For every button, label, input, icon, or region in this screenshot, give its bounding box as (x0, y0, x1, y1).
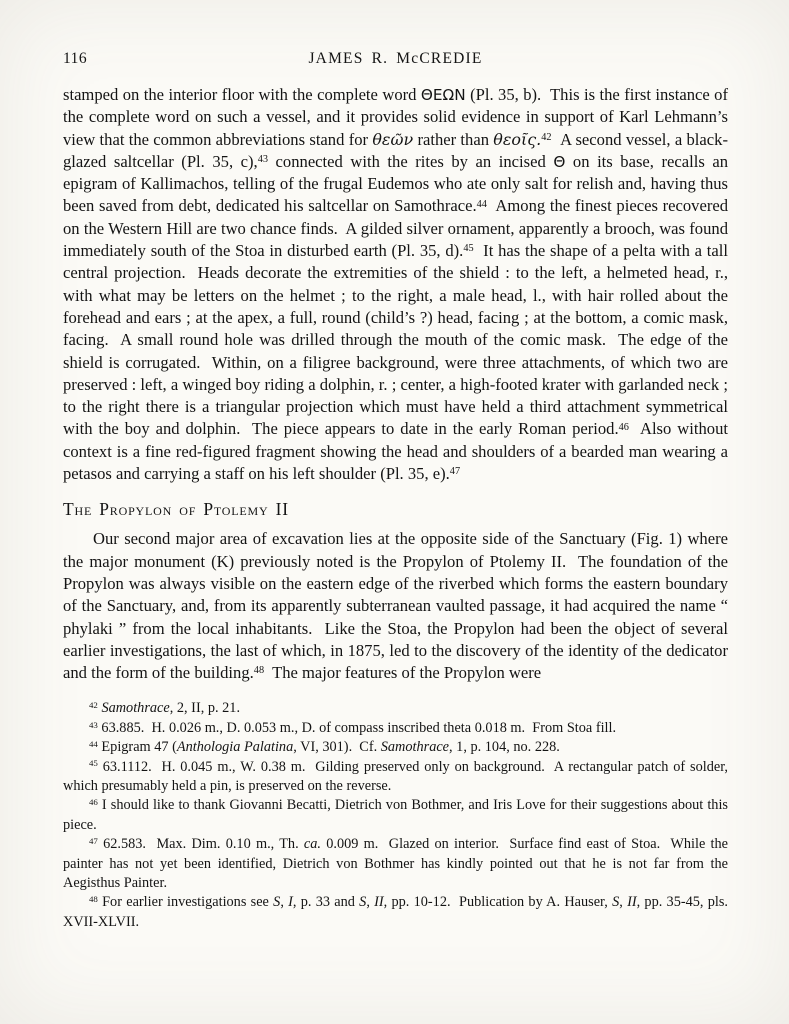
running-header (63, 50, 728, 68)
section-heading: The Propylon of Ptolemy II (63, 499, 289, 520)
page-content (63, 84, 733, 932)
footnote-45: $^{45}$ 63.1112. H. 0.045 m., W. 0.38 m. Gilding preserved only on background. A rectangular patch of solder, which presumably held a pin, is preserved on the reverse. (63, 758, 732, 795)
page-number: 116 (63, 50, 88, 67)
footnote-44: $^{44}$ Epigram 47 (Anthologia Palatina, VI, 301). Cf. Samothrace, 1, p. 104, no. 228. (89, 738, 560, 756)
footnote-48: $^{48}$ For earlier investigations see S, I, p. 33 and S, II, pp. 10-12. Publication by A. Hauser, S, II, pp. 35-45, pls. XVII-XLVII. (63, 894, 732, 930)
footnote-47: $^{47}$ 62.583. Max. Dim. 0.10 m., Th. ca. 0.009 m. Glazed on interior. Surface find east of Stoa. While the painter has not yet been identified, Dietrich von Bothmer has kindly pointed out that he is not far from the Aegisthus Painter. (63, 836, 732, 892)
paragraph-continuation: stamped on the interior floor with the complete word ΘΕΩΝ (Pl. 35, b). This is the first instance of the complete word on such a vessel, and it provides solid evidence in support of Karl Lehmann’s view that the common abbreviations stand for θεῶν rather than θεοῖς.$^{42}$ A second vessel, a black-glazed saltcellar (Pl. 35, c),$^{43}$ connected with the rites by an incised Θ on its base, recalls an epigram of Kallimachos, telling of the frugal Eudemos who ate only salt for relish and, having thus been saved from debt, dedicated his saltcellar on Samothrace.$^{44}$ Among the finest pieces recovered on the Western Hill are two chance finds. A gilded silver ornament, apparently a brooch, was found immediately south of the Stoa in disturbed earth (Pl. 35, d).$^{45}$ It has the shape of a pelta with a tall central projection. Heads decorate the extremities of the shield : to the left, a helmeted head, r., with what may be letters on the helmet ; to the right, a male head, l., with hair rolled about the forehead and ears ; at the apex, a full, round (child’s ?) head, facing ; at the bottom, a comic mask, facing. A small round hole was drilled through the mouth of the comic mask. The edge of the shield is corrugated. Within, on a filigree background, were three attachments, of which two are preserved : left, a winged boy riding a dolphin, r. ; center, a high-footed krater with garlanded neck ; to the right there is a triangular projection which must have held a third attachment symmetrical with the boy and dolphin. The piece appears to date in the early Roman period.$^{46}$ Also without context is a fine red-figured fragment showing the head and shoulders of a bearded man wearing a petasos and carrying a staff on his left shoulder (Pl. 35, e).$^{47}$ (63, 85, 733, 484)
paragraph-propylon: Our second major area of excavation lies at the opposite side of the Sanctuary (Fig. 1) where the major monument (K) previously noted is the Propylon of Ptolemy II. The foundation of the Propylon was always visible on the eastern edge of the riverbed which forms the eastern boundary of the Sanctuary, and, from its apparently subterranean vaulted passage, it had acquired the name “ phylaki ” from the local inhabitants. Like the Stoa, the Propylon had been the object of several earlier investigations, the last of which, in 1875, led to the discovery of the identity of the dedicator and the form of the building.$^{48}$ The major features of the Propylon were (63, 529, 733, 683)
footnote-46: $^{46}$ I should like to thank Giovanni Becatti, Dietrich von Bothmer, and Iris Love for their suggestions about this piece. (63, 797, 732, 833)
footnote-42: $^{42}$ Samothrace, 2, II, p. 21. (89, 700, 241, 717)
footnotes-block (63, 699, 732, 932)
footnote-43: $^{43}$ 63.885. H. 0.026 m., D. 0.053 m., D. of compass inscribed theta 0.018 m. From Stoa fill. (89, 719, 617, 736)
running-head-author: JAMES R. McCREDIE (308, 50, 483, 67)
